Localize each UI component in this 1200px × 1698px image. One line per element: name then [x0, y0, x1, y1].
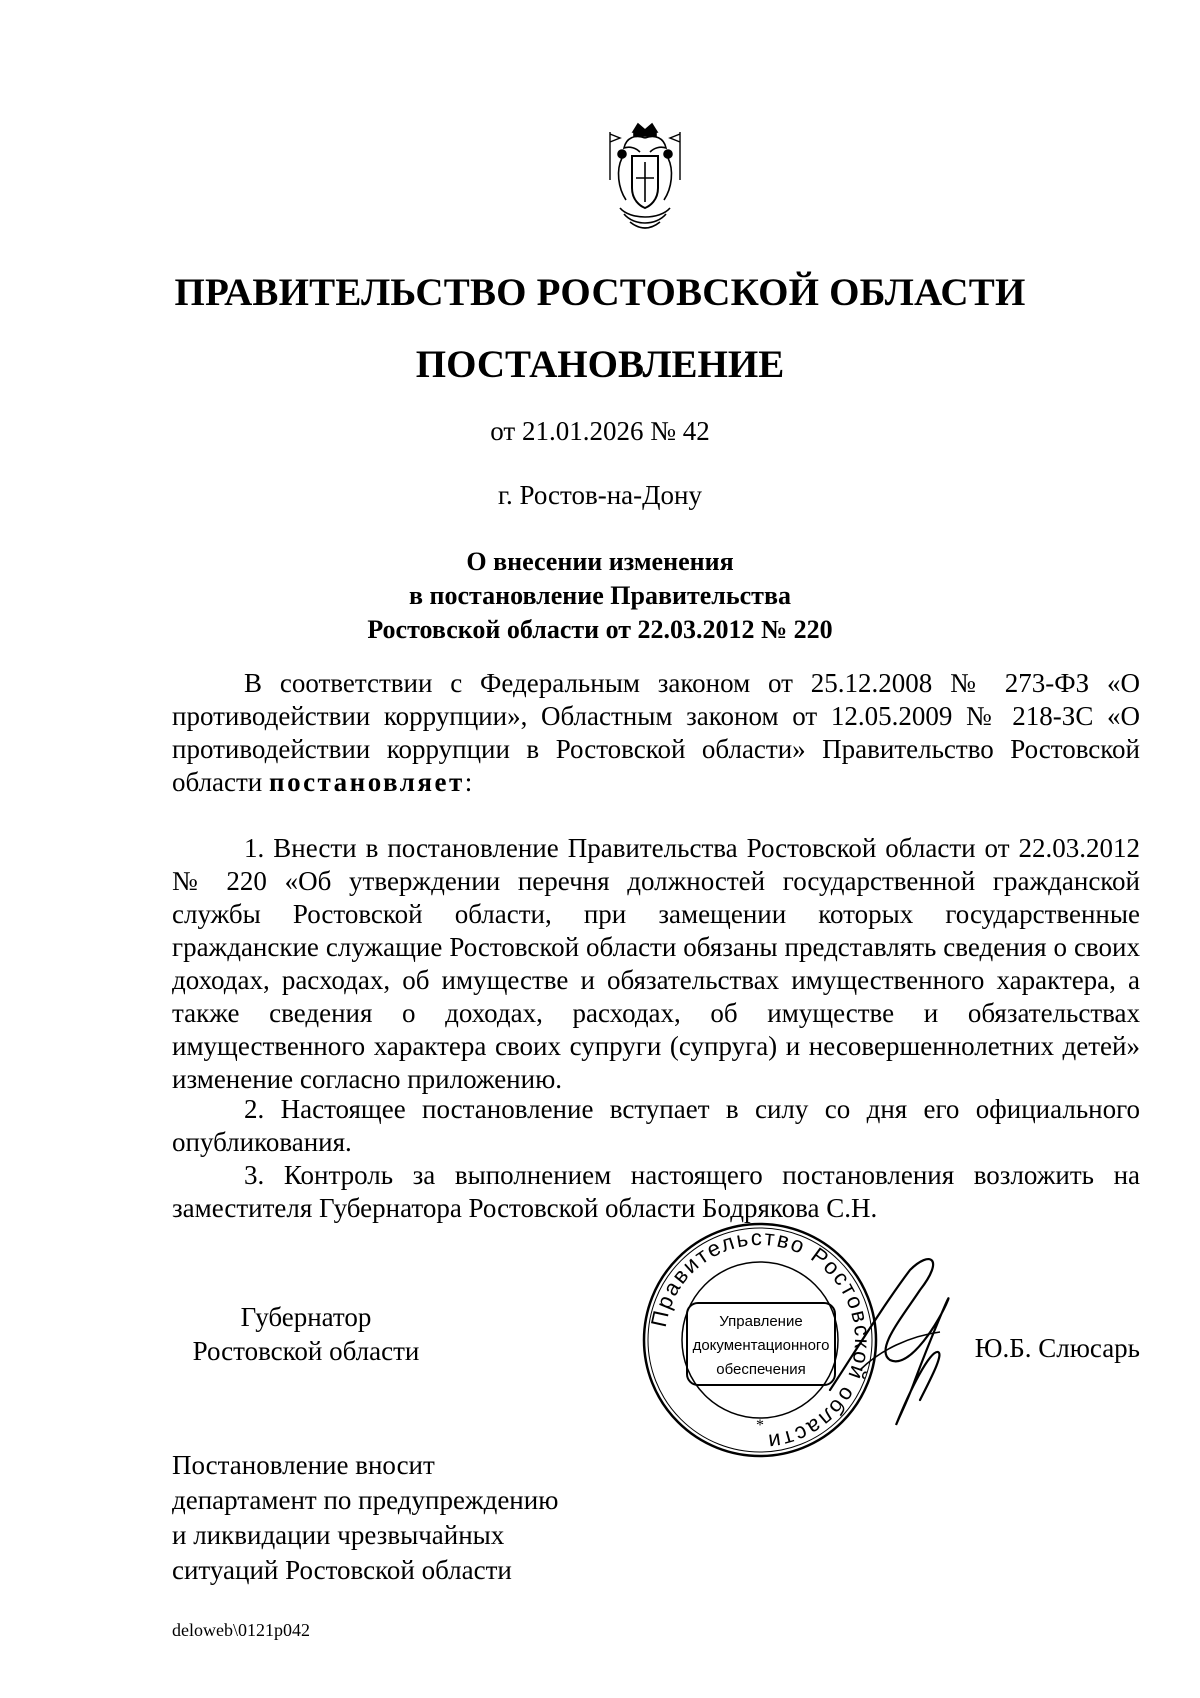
signatory-role-line: Ростовской области	[192, 1336, 420, 1366]
subject-line: в постановление Правительства	[408, 581, 791, 610]
submitter-note	[172, 1448, 558, 1588]
signatory-name: Ю.Б. Слюсарь	[974, 1333, 1140, 1363]
document-subject	[0, 545, 1200, 647]
document-date-number: от 21.01.2026 № 42	[490, 416, 710, 446]
subject-line: Ростовской области от 22.03.2012 № 220	[367, 615, 833, 644]
subject-line: О внесении изменения	[466, 547, 734, 576]
clause-1: 1. Внести в постановление Правительства Ростовской области от 22.03.2012 № 220 «Об утверждении перечня должностей государственной гражданской службы Ростовской области, при замещении которых государственные гражданские служащие Ростовской области обязаны представлять сведения о своих доходах, расходах, об имуществе и обязательствах имущественного характера, а также сведения о доходах, расходах, об имуществе и обязательствах имущественного характера своих супруги (супруга) и несовершеннолетних детей» изменение согласно приложению.	[172, 833, 1140, 1094]
stamp-inner-line: документационного	[692, 1337, 830, 1354]
submitter-line: департамент по предупреждению	[172, 1485, 559, 1515]
document-reference: deloweb\0121p042	[172, 1620, 310, 1640]
clause-2: 2. Настоящее постановление вступает в силу со дня его официального опубликования.	[172, 1094, 1140, 1157]
submitter-line: и ликвидации чрезвычайных	[172, 1520, 505, 1550]
intro-paragraph	[172, 667, 1140, 799]
signatory-role-line: Губернатор	[240, 1302, 372, 1332]
signatory-role	[176, 1300, 436, 1368]
svg-text:*: *	[756, 1417, 764, 1434]
stamp-ring-text: Правительство Ростовской области	[645, 1224, 876, 1455]
document-city: г. Ростов-на-Дону	[497, 480, 702, 510]
intro-text: В соответствии с Федеральным законом от 25.12.2008 № 273-ФЗ «О противодействии коррупции», Областным законом от 12.05.2009 № 218-ЗС «О противодействии коррупции в Ростовской области» Правительство Ростовской области	[172, 668, 1140, 797]
intro-keyword: постановляет	[269, 767, 465, 797]
submitter-line: Постановление вносит	[172, 1450, 435, 1480]
coat-of-arms-icon	[600, 118, 690, 234]
organization-title: ПРАВИТЕЛЬСТВО РОСТОВСКОЙ ОБЛАСТИ	[174, 271, 1026, 314]
document-type: ПОСТАНОВЛЕНИЕ	[415, 343, 785, 386]
stamp-inner-line: Управление	[719, 1313, 803, 1330]
intro-end: :	[464, 767, 473, 797]
stamp-inner-line: обеспечения	[716, 1361, 806, 1378]
clause-3: 3. Контроль за выполнением настоящего постановления возложить на заместителя Губернатора Ростовской области Бодрякова С.Н.	[172, 1160, 1140, 1223]
stamp-inner-label	[686, 1302, 836, 1386]
submitter-line: ситуаций Ростовской области	[172, 1555, 512, 1585]
